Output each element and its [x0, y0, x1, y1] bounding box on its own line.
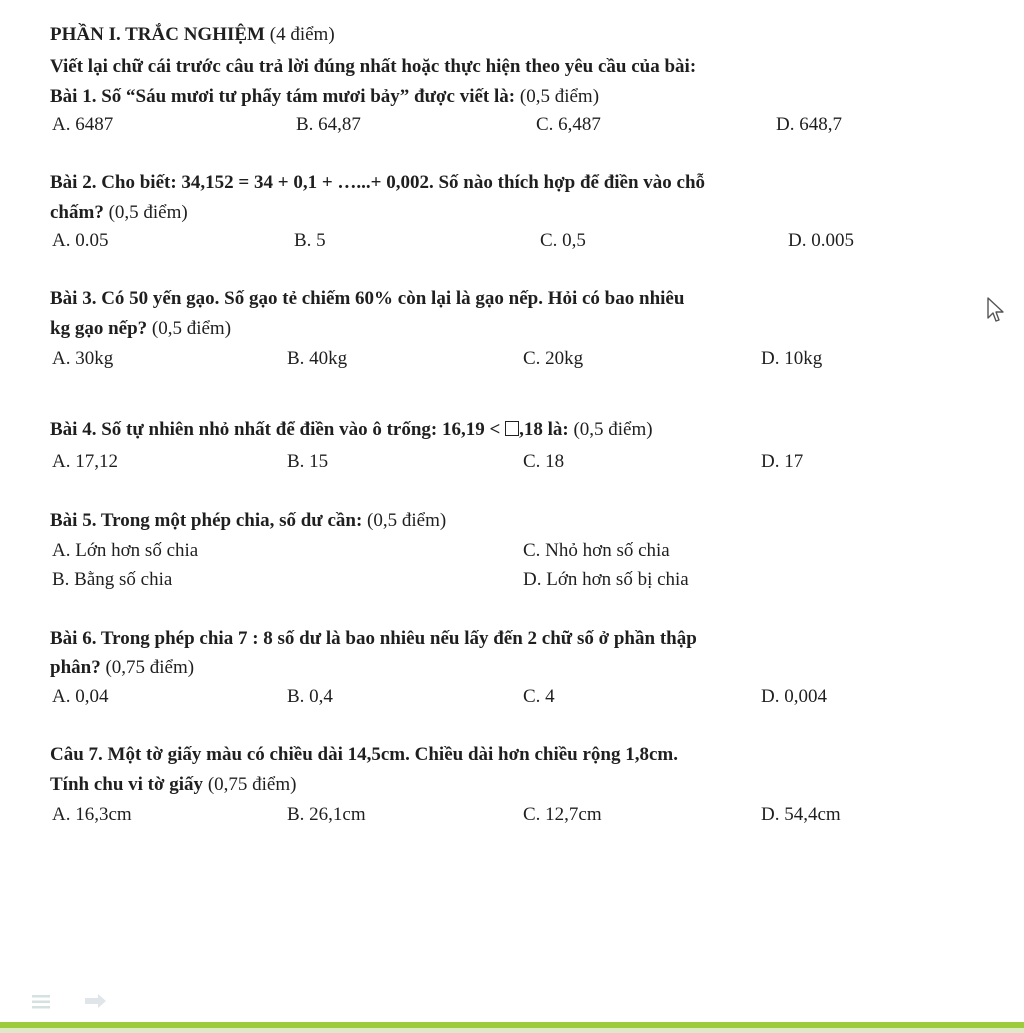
- empty-box-icon: [505, 421, 519, 436]
- q4-option-b: B. 15: [287, 451, 329, 472]
- section-title: PHẦN I. TRẮC NGHIỆM (4 điểm): [50, 24, 335, 45]
- q6-option-b: B. 0,4: [287, 686, 333, 707]
- question-4: Bài 4. Số tự nhiên nhỏ nhất để điền vào ô trống: 16,19 < ,18 là: (0,5 điểm): [50, 419, 653, 440]
- q2-option-d: D. 0.005: [788, 230, 854, 251]
- q3-option-b: B. 40kg: [287, 348, 348, 369]
- q4-option-a: A. 17,12: [52, 451, 118, 472]
- arrow-icon[interactable]: [85, 994, 106, 1008]
- q1-option-a: A. 6487: [52, 114, 114, 135]
- q7-option-a: A. 16,3cm: [52, 804, 132, 825]
- question-7: Câu 7. Một tờ giấy màu có chiều dài 14,5cm. Chiều dài hơn chiều rộng 1,8cm.: [50, 744, 678, 765]
- q1-option-d: D. 648,7: [776, 114, 842, 135]
- q3-option-c: C. 20kg: [523, 348, 584, 369]
- menu-lines-icon[interactable]: [32, 995, 50, 1009]
- question-5: Bài 5. Trong một phép chia, số dư cần: (0,5 điểm): [50, 510, 447, 531]
- question-3: Bài 3. Có 50 yến gạo. Số gạo tẻ chiếm 60% còn lại là gạo nếp. Hỏi có bao nhiêu: [50, 288, 685, 309]
- q5-option-b: B. Bằng số chia: [52, 569, 173, 590]
- q5-option-d: D. Lớn hơn số bị chia: [523, 569, 689, 590]
- question-2: Bài 2. Cho biết: 34,152 = 34 + 0,1 + …...+ 0,002. Số nào thích hợp để điền vào chỗ: [50, 172, 706, 193]
- q3-option-a: A. 30kg: [52, 348, 114, 369]
- footer-toolbar: [30, 992, 110, 1017]
- q4-option-d: D. 17: [761, 451, 804, 472]
- q6-option-d: D. 0,004: [761, 686, 827, 707]
- q7-option-c: C. 12,7cm: [523, 804, 602, 825]
- footer-bar-shadow: [0, 1028, 1024, 1033]
- instruction: Viết lại chữ cái trước câu trả lời đúng nhất hoặc thực hiện theo yêu cầu của bài:: [50, 56, 697, 77]
- q1-option-b: B. 64,87: [296, 114, 361, 135]
- q2-option-b: B. 5: [294, 230, 326, 251]
- q1-option-c: C. 6,487: [536, 114, 601, 135]
- q4-option-c: C. 18: [523, 451, 565, 472]
- q5-option-c: C. Nhỏ hơn số chia: [523, 540, 670, 561]
- q6-option-a: A. 0,04: [52, 686, 109, 707]
- question-6: Bài 6. Trong phép chia 7 : 8 số dư là bao nhiêu nếu lấy đến 2 chữ số ở phần thập: [50, 628, 697, 649]
- q7-option-b: B. 26,1cm: [287, 804, 366, 825]
- question-3-cont: kg gạo nếp? (0,5 điểm): [50, 318, 232, 339]
- question-1: Bài 1. Số “Sáu mươi tư phẩy tám mươi bảy” được viết là: (0,5 điểm): [50, 86, 600, 107]
- mouse-cursor-icon: [986, 296, 1006, 326]
- q6-option-c: C. 4: [523, 686, 555, 707]
- q2-option-a: A. 0.05: [52, 230, 109, 251]
- question-6-cont: phân? (0,75 điểm): [50, 657, 195, 678]
- q7-option-d: D. 54,4cm: [761, 804, 841, 825]
- question-2-cont: chấm? (0,5 điểm): [50, 202, 188, 223]
- question-7-cont: Tính chu vi tờ giấy (0,75 điểm): [50, 774, 297, 795]
- q3-option-d: D. 10kg: [761, 348, 823, 369]
- q2-option-c: C. 0,5: [540, 230, 586, 251]
- q5-option-a: A. Lớn hơn số chia: [52, 540, 199, 561]
